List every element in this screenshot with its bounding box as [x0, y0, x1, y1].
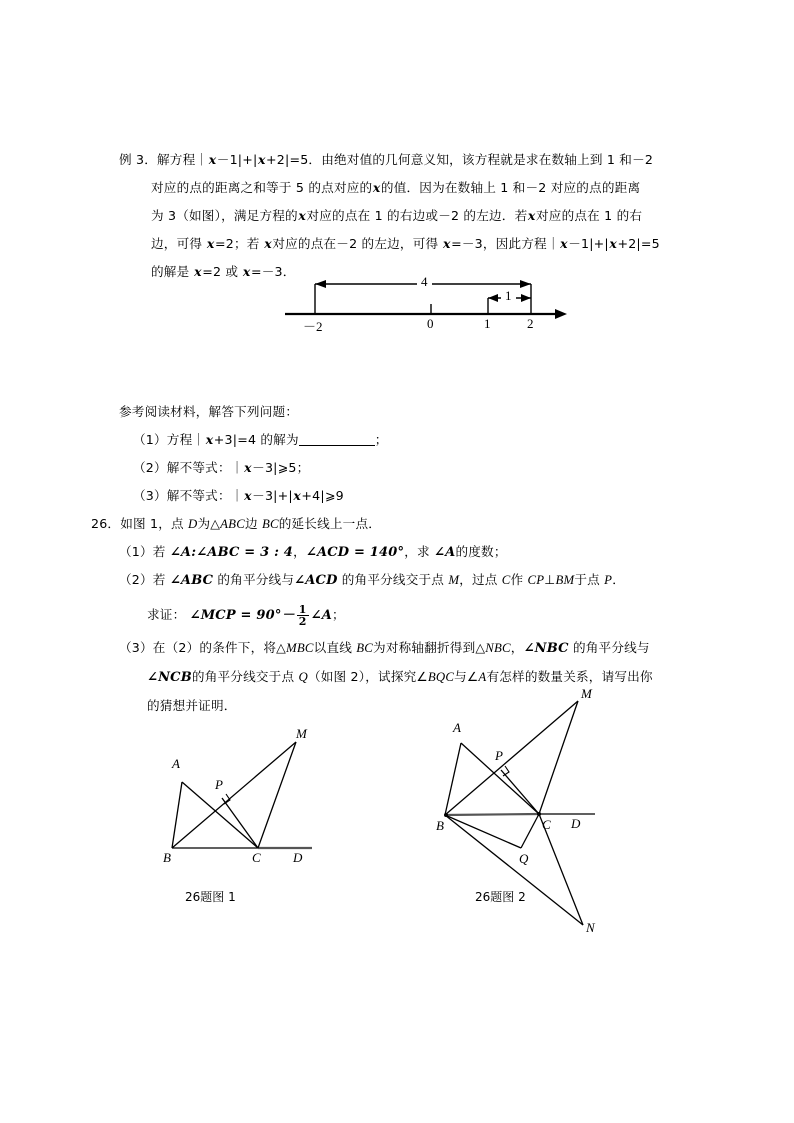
math-point-label: MBC — [286, 641, 314, 655]
math-point-label: A — [478, 670, 487, 684]
text-run: 与∠ — [454, 669, 479, 684]
text-run: －3|⩾5； — [252, 460, 310, 475]
segment-AB — [172, 782, 182, 848]
text-run: 的角平分线交于点 — [337, 572, 449, 587]
example-line — [119, 174, 719, 202]
proof-suffix: ； — [332, 607, 345, 622]
math-point-label: BC — [356, 641, 374, 655]
math-point-label: M — [448, 573, 460, 587]
math-bold-expression: ∠NCB — [147, 670, 192, 685]
figure-1-label-A: A — [172, 756, 180, 771]
math-bold-expression: ∠A — [169, 545, 192, 560]
problem-26-part1 — [119, 538, 759, 567]
text-run: 于点 — [574, 572, 605, 587]
math-point-label: ABC — [220, 517, 245, 531]
math-point-label: BM — [555, 573, 575, 587]
math-variable: x — [242, 264, 251, 279]
text-run: +2|=5 — [617, 236, 660, 251]
math-point-label: CP — [527, 573, 545, 587]
segment-CP — [222, 798, 258, 848]
math-point-label: P — [604, 573, 613, 587]
right-angle-mark-icon — [503, 766, 509, 776]
proof-lhs: ∠MCP = 90° — [189, 608, 282, 623]
text-run: 对应的点在 1 的右 — [536, 208, 643, 223]
problem-26-part3-line — [119, 634, 794, 663]
figure-1-label-C: C — [252, 850, 261, 865]
reading-item — [119, 482, 719, 510]
text-run: ⊥ — [544, 572, 556, 587]
figure-1-label-P: P — [215, 777, 223, 792]
axis-arrow-icon — [555, 309, 567, 319]
problem-26-part2-line — [119, 566, 779, 595]
math-bold-expression: ∠ABC — [169, 573, 214, 588]
tick-label-neg2: －2 — [303, 319, 323, 334]
reading-item — [119, 426, 719, 454]
text-run: 的度数； — [455, 544, 507, 559]
text-run: 有怎样的数量关系，请写出你 — [486, 669, 653, 684]
math-variable: x — [609, 236, 617, 251]
math-bold-expression: ∠NBC — [523, 641, 569, 656]
figure-2-label-M: M — [581, 686, 592, 701]
one-half-fraction — [297, 604, 309, 628]
text-run: 的延长线上一点． — [278, 516, 382, 531]
text-run: （1）方程｜ — [133, 432, 206, 447]
math-variable: x — [244, 460, 252, 475]
segment-CP — [501, 770, 539, 814]
text-run: ， — [293, 544, 306, 559]
reading-item — [119, 454, 719, 482]
problem-26-part1-line — [119, 538, 759, 567]
segment-BC — [445, 814, 539, 815]
text-run: （2）若 — [119, 572, 170, 587]
math-variable: x — [372, 180, 381, 195]
tick-label-0: 0 — [427, 316, 434, 331]
math-bold-expression: ∠A — [434, 545, 456, 560]
math-variable: x — [298, 208, 306, 223]
example-line — [119, 202, 719, 230]
text-run: 对应的点在－2 的左边，可得 — [272, 236, 443, 251]
math-point-label: NBC — [485, 641, 511, 655]
math-variable: x — [206, 236, 215, 251]
span4-right-arrow-icon — [520, 280, 531, 288]
figure-2-label-B: B — [436, 818, 444, 833]
figure-1 — [160, 720, 360, 920]
problem-26-part3-line — [119, 663, 794, 692]
text-run: 的角平分线交于点 — [191, 669, 299, 684]
proof-line — [147, 598, 787, 633]
example-line — [119, 146, 719, 174]
figure-1-label-M: M — [296, 726, 307, 741]
text-run: 对应的点在 1 的右边或－2 的左边．若 — [306, 208, 528, 223]
tick-label-1: 1 — [484, 316, 491, 331]
text-run: =2 或 — [202, 264, 243, 279]
math-bold-expression: : — [191, 545, 197, 560]
span1-left-arrow-icon — [488, 294, 498, 302]
text-run: +2|=5．由绝对值的几何意义知，该方程就是求在数轴上到 1 和－2 — [266, 152, 654, 167]
text-run: 为△ — [197, 516, 221, 531]
text-run: （3）解不等式：｜ — [133, 488, 244, 503]
text-run: 的解是 — [151, 264, 194, 279]
text-run: 为对称轴翻折得到△ — [373, 640, 486, 655]
text-run: ， — [510, 640, 524, 655]
reading-intro: 参考阅读材料，解答下列问题： — [119, 404, 299, 419]
figure-2-label-D: D — [571, 816, 581, 831]
math-variable: x — [257, 152, 266, 167]
text-run: =2；若 — [214, 236, 264, 251]
math-bold-expression: = 3 : 4 — [239, 545, 294, 560]
text-run: 以直线 — [313, 640, 357, 655]
problem-26-part2 — [119, 566, 779, 595]
text-run: ． — [612, 572, 625, 587]
math-point-label: C — [501, 573, 511, 587]
math-variable: x — [560, 236, 568, 251]
figure-1-label-B: B — [163, 850, 171, 865]
example-3-block — [119, 146, 719, 286]
segment-AB — [445, 743, 461, 815]
text-run: 作 — [510, 572, 528, 587]
text-run: ； — [374, 432, 388, 447]
text-run: ，过点 — [459, 572, 502, 587]
figure-1-caption: 26题图 1 — [185, 890, 236, 904]
figure-2-label-P: P — [495, 748, 503, 763]
text-run: +3|=4 的解为 — [213, 432, 299, 447]
math-point-label: D — [188, 517, 198, 531]
text-run: （如图 2），试探究∠ — [307, 669, 428, 684]
text-run: 边 — [244, 516, 262, 531]
text-run: 的角平分线与 — [568, 640, 650, 655]
figure-2-label-N: N — [586, 920, 595, 935]
text-run: 的猜想并证明． — [147, 698, 237, 713]
number-line-diagram — [285, 274, 575, 334]
math-variable: x — [205, 432, 214, 447]
text-run: 为 3（如图），满足方程的 — [151, 208, 298, 223]
text-run: 例 3．解方程｜ — [119, 152, 209, 167]
text-run: －1|+| — [216, 152, 258, 167]
math-variable: x — [293, 488, 301, 503]
proof-rhs: ∠A — [310, 608, 333, 623]
math-point-label: Q — [298, 670, 308, 684]
math-bold-expression: ∠ACD = 140° — [305, 545, 405, 560]
figure-1-label-D: D — [293, 850, 303, 865]
text-run: －1|+| — [568, 236, 609, 251]
math-variable: x — [208, 152, 217, 167]
segment-BN — [445, 815, 583, 925]
text-run: =－3，因此方程｜ — [451, 236, 560, 251]
text-run: +4|⩾9 — [301, 488, 344, 503]
text-run: 对应的点的距离之和等于 5 的点对应的 — [151, 180, 373, 195]
span4-left-arrow-icon — [315, 280, 326, 288]
figure-2-svg — [443, 698, 663, 943]
figure-2-label-A: A — [453, 720, 461, 735]
math-variable: x — [264, 236, 272, 251]
text-run: （3）在（2）的条件下，将△ — [119, 640, 287, 655]
math-variable: x — [244, 488, 252, 503]
math-variable: x — [443, 236, 451, 251]
problem-26-stem-line — [91, 510, 731, 538]
tick-label-2: 2 — [527, 316, 534, 331]
math-bold-expression: ∠ABC — [196, 545, 240, 560]
figure-2-caption: 26题图 2 — [475, 890, 526, 904]
answer-blank[interactable] — [299, 445, 375, 446]
figure-2-label-Q: Q — [519, 851, 529, 866]
text-run: －3|+| — [252, 488, 293, 503]
fraction-numerator: 1 — [298, 602, 307, 616]
text-run: 的值．因为在数轴上 1 和－2 对应的点的距离 — [380, 180, 641, 195]
span1-right-arrow-icon — [521, 294, 531, 302]
figure-2-label-C: C — [542, 817, 551, 832]
segment-BQ — [445, 815, 521, 848]
text-run: 边，可得 — [151, 236, 207, 251]
math-variable: x — [527, 208, 536, 223]
span-label-4: 4 — [417, 274, 432, 290]
span-label-1: 1 — [501, 288, 516, 304]
segment-QC — [521, 814, 539, 848]
text-run: （2）解不等式：｜ — [133, 460, 244, 475]
math-point-label: BQC — [427, 670, 455, 684]
vertex-dot-C — [537, 812, 541, 816]
proof-prefix: 求证： — [147, 607, 186, 622]
reading-material-block — [119, 398, 719, 510]
vertex-dot-B — [444, 813, 448, 817]
example-line — [119, 230, 719, 258]
math-point-label: BC — [261, 517, 279, 531]
figure-2 — [436, 686, 663, 948]
math-variable: x — [194, 264, 202, 279]
text-run: （1）若 — [119, 544, 170, 559]
proof-minus: － — [281, 608, 295, 623]
problem-26-part2-proof — [147, 598, 787, 633]
text-run: 26．如图 1，点 — [91, 516, 189, 531]
text-run: 的角平分线与 — [213, 572, 295, 587]
text-run: ，求 — [404, 544, 435, 559]
text-run: =－3． — [250, 264, 296, 279]
math-bold-expression: ∠ACD — [294, 573, 338, 588]
problem-26-stem — [91, 510, 731, 538]
fraction-denominator: 2 — [298, 615, 307, 629]
